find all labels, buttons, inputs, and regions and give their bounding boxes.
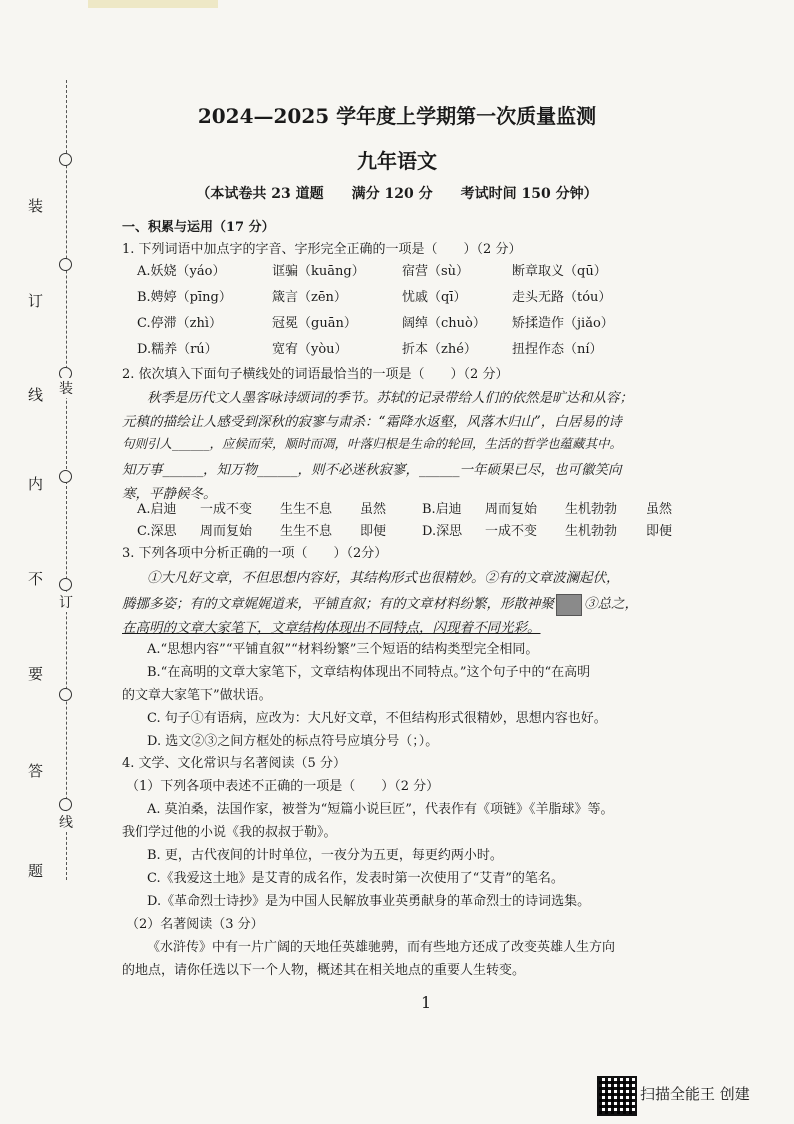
q3-option: 的文章大家笔下”做状语。 (122, 688, 272, 703)
q1-option: 宿营（sù） (402, 264, 470, 279)
binding-hole (59, 470, 72, 483)
qr-code-icon (597, 1076, 637, 1116)
q3-passage-line (122, 592, 638, 616)
section-heading: 一、积累与运用（17 分） (122, 220, 275, 235)
q2-option: 即便 (360, 524, 387, 539)
q4-sub2: （2）名著阅读（3 分） (126, 917, 264, 932)
q2-option: 一成不变 (200, 502, 253, 517)
binding-hole (59, 258, 72, 271)
q3-passage-line: ①大凡好文章，不但思想内容好，其结构形式也很精妙。②有的文章波澜起伏， (147, 570, 620, 586)
scanner-watermark: 扫描全能王 创建 (640, 1085, 750, 1103)
exam-info: （本试卷共 23 道题 满分 120 分 考试时间 150 分钟） (196, 186, 598, 202)
binding-inner-char: 订 (59, 592, 73, 612)
q4-option: 我们学过他的小说《我的叔叔于勒》。 (122, 825, 337, 840)
q2-option: 生机勃勃 (565, 502, 618, 517)
q4-sub1: （1）下列各项中表述不正确的一项是（ ）（2 分） (126, 779, 440, 794)
q1-option: A.妖娆（yáo） (137, 264, 226, 279)
q4-stem: 4. 文学、文化常识与名著阅读（5 分） (122, 756, 346, 771)
q1-option: 忧戚（qī） (402, 290, 467, 305)
binding-inner-char: 线 (59, 812, 73, 832)
binding-side-char: 不 (28, 570, 44, 588)
q2-option: C.深思 (137, 524, 177, 539)
q1-option: 冠冕（guān） (272, 316, 357, 331)
q2-option: 周而复始 (485, 502, 538, 517)
q1-option: 宽宥（yòu） (272, 342, 348, 357)
q1-option: C.停滞（zhì） (137, 316, 222, 331)
q2-option: 周而复始 (200, 524, 253, 539)
q1-option: 走头无路（tóu） (512, 290, 612, 305)
q2-option: D.深思 (422, 524, 463, 539)
q1-option: 扭捏作态（ní） (512, 342, 603, 357)
q2-option: B.启迪 (422, 502, 462, 517)
q4-option: B. 更，古代夜间的计时单位，一夜分为五更，每更约两小时。 (147, 848, 503, 863)
q1-option: 折本（zhé） (402, 342, 477, 357)
q1-option: B.娉婷（pīng） (137, 290, 232, 305)
q2-option: 虽然 (646, 502, 673, 517)
binding-hole (59, 688, 72, 701)
binding-side-char: 答 (28, 762, 44, 780)
binding-hole (59, 798, 72, 811)
top-highlight-mark (88, 0, 218, 8)
q2-passage-line: 元稹的描绘让人感受到深秋的寂寥与肃杀：“霜降水返壑，风落木归山”，白居易的诗 (122, 414, 622, 430)
q3-passage-text: ③总之， (584, 596, 638, 612)
q2-option: 一成不变 (485, 524, 538, 539)
q1-option: 箴言（zēn） (272, 290, 347, 305)
q4-reading-line: 《水浒传》中有一片广阔的天地任英雄驰骋，而有些地方还成了改变英雄人生方向 (147, 940, 616, 955)
q1-option: 诓骗（kuāng） (272, 264, 365, 279)
q1-option: 断章取义（qū） (512, 264, 607, 279)
q1-option: D.糯养（rú） (137, 342, 218, 357)
q2-option: A.启迪 (137, 502, 177, 517)
binding-side-char: 要 (28, 665, 44, 683)
exam-subject: 九年语文 (357, 149, 437, 173)
q1-stem: 1. 下列词语中加点字的字音、字形完全正确的一项是（ ）（2 分） (122, 242, 522, 257)
q3-option: C. 句子①有语病，应改为：大凡好文章，不但结构形式很精妙，思想内容也好。 (147, 711, 607, 726)
binding-side-char: 题 (28, 862, 44, 880)
q3-option: A.“思想内容”“平铺直叙”“材料纷繁”三个短语的结构类型完全相同。 (147, 642, 539, 657)
q1-option: 阔绰（chuò） (402, 316, 486, 331)
q2-option: 即便 (646, 524, 673, 539)
binding-side-char: 内 (28, 475, 44, 493)
exam-title: 2024—2025 学年度上学期第一次质量监测 (197, 104, 597, 128)
q3-option: D. 选文②③之间方框处的标点符号应填分号（；）。 (147, 734, 439, 749)
q2-option: 生生不息 (280, 502, 333, 517)
q2-option: 生生不息 (280, 524, 333, 539)
q2-option: 虽然 (360, 502, 387, 517)
q2-passage-line: 句则引人______，应候而荣，顺时而凋，叶落归根是生命的轮回，生活的哲学也蕴藏其中。 (122, 436, 623, 451)
q2-passage-line: 秋季是历代文人墨客咏诗颂词的季节。苏轼的记录带给人们的依然是旷达和从容； (147, 390, 633, 406)
binding-side-char: 订 (28, 292, 44, 310)
page-number: 1 (421, 993, 432, 1012)
binding-hole (59, 578, 72, 591)
q3-passage-text: 腾挪多姿；有的文章娓娓道来，平铺直叙；有的文章材料纷繁，形散神聚 (122, 596, 554, 612)
binding-side-char: 线 (28, 386, 44, 404)
q3-passage-line: 在高明的文章大家笔下，文章结构体现出不同特点，闪现着不同光彩。 (122, 620, 541, 636)
q2-passage-line: 寒，平静候冬。 (122, 486, 217, 502)
q4-reading-line: 的地点，请你任选以下一个人物，概述其在相关地点的重要人生转变。 (122, 963, 526, 978)
q3-option: B.“在高明的文章大家笔下，文章结构体现出不同特点。”这个句子中的“在高明 (147, 665, 591, 680)
q4-option: C.《我爱这土地》是艾青的成名作，发表时第一次使用了“艾青”的笔名。 (147, 871, 564, 886)
binding-side-char: 装 (28, 197, 44, 215)
q2-option: 生机勃勃 (565, 524, 618, 539)
punctuation-box (556, 594, 582, 616)
q4-option: A. 莫泊桑，法国作家，被誉为“短篇小说巨匠”，代表作有《项链》《羊脂球》等。 (147, 802, 614, 817)
q1-option: 矫揉造作（jiǎo） (512, 316, 614, 331)
q3-stem: 3. 下列各项中分析正确的一项（ ）（2分） (122, 546, 388, 561)
binding-inner-char: 装 (59, 378, 73, 398)
q2-stem: 2. 依次填入下面句子横线处的词语最恰当的一项是（ ）（2 分） (122, 367, 509, 382)
q2-passage-line: 知万事______，知万物______，则不必迷秋寂寥，______一年硕果已尽，也可徽笑向 (122, 462, 622, 478)
q4-option: D.《革命烈士诗抄》是为中国人民解放事业英勇献身的革命烈士的诗词选集。 (147, 894, 591, 909)
